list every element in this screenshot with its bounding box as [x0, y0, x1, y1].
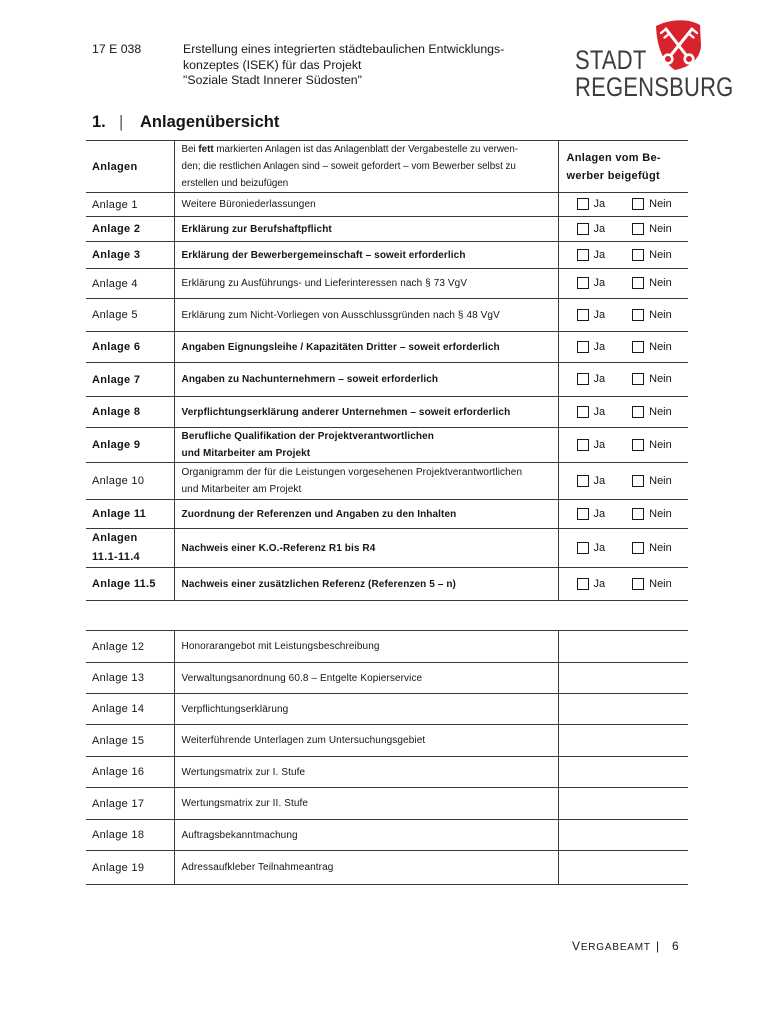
- no-checkbox[interactable]: [632, 341, 644, 353]
- option-yes-label: Ja: [593, 577, 606, 590]
- annex-row: [86, 663, 688, 694]
- annex-table-other: [86, 630, 688, 885]
- annex-label-line: 11.1-11.4: [92, 551, 140, 563]
- header-instructions-line: den; die restlichen Anlagen sind – soweit gefordert – vom Bewerber selbst zu: [181, 161, 516, 172]
- attached-choice: [558, 529, 688, 568]
- project-title-line: Erstellung eines integrierten städtebaulichen Entwicklungs-: [183, 42, 505, 56]
- option-no[interactable]: [632, 373, 672, 385]
- annex-row: [86, 428, 688, 463]
- attached-cell-empty: [558, 725, 688, 757]
- option-no-label: Nein: [649, 405, 672, 418]
- header-instructions: [174, 141, 558, 193]
- logo-wordmark-regensburg: REGENSBURG: [575, 71, 734, 103]
- annex-description: Angaben zu Nachunternehmern – soweit erforderlich: [174, 363, 558, 397]
- annex-description-line: Organigramm der für die Leistungen vorgesehenen Projektverantwortlichen: [181, 467, 523, 478]
- annex-description: Honorarangebot mit Leistungsbeschreibung: [174, 631, 558, 663]
- annex-row: [86, 757, 688, 788]
- option-no[interactable]: [632, 249, 672, 261]
- option-no-label: Nein: [649, 277, 672, 290]
- option-yes[interactable]: [577, 508, 606, 520]
- attached-choice: [558, 428, 688, 463]
- annex-table-with-checkboxes: [86, 140, 688, 601]
- annex-row: [86, 242, 688, 269]
- annex-row: [86, 568, 688, 601]
- attached-cell-empty: [558, 631, 688, 663]
- attached-choice: [558, 332, 688, 363]
- option-yes-label: Ja: [593, 373, 606, 386]
- annex-description: Auftragsbekanntmachung: [174, 820, 558, 851]
- annex-description: Weiterführende Unterlagen zum Untersuchungsgebiet: [174, 725, 558, 757]
- option-no[interactable]: [632, 578, 672, 590]
- annex-description: Nachweis einer K.O.-Referenz R1 bis R4: [174, 529, 558, 568]
- table-header-row: [86, 141, 688, 193]
- project-title-line: "Soziale Stadt Innerer Südosten": [183, 73, 362, 87]
- option-no-label: Nein: [649, 474, 672, 487]
- attached-cell-empty: [558, 663, 688, 694]
- annex-description: Wertungsmatrix zur II. Stufe: [174, 788, 558, 820]
- annex-label: Anlage 17: [86, 788, 174, 820]
- option-no-label: Nein: [649, 541, 672, 554]
- option-no[interactable]: [632, 198, 672, 210]
- annex-row: [86, 332, 688, 363]
- yes-checkbox[interactable]: [577, 542, 589, 554]
- footer-department: VERGABEAMT: [572, 939, 651, 953]
- annex-description: Verpflichtungserklärung anderer Unternehmen – soweit erforderlich: [174, 397, 558, 428]
- logo-wordmark-stadt: STADT: [575, 44, 647, 76]
- annex-row: [86, 363, 688, 397]
- no-checkbox[interactable]: [632, 578, 644, 590]
- annex-label: Anlage 3: [86, 242, 174, 269]
- annex-description: Wertungsmatrix zur I. Stufe: [174, 757, 558, 788]
- yes-checkbox[interactable]: [577, 406, 589, 418]
- annex-label: Anlage 8: [86, 397, 174, 428]
- annex-label: Anlage 14: [86, 694, 174, 725]
- option-yes-label: Ja: [593, 438, 606, 451]
- yes-checkbox[interactable]: [577, 309, 589, 321]
- annex-label: Anlage 5: [86, 299, 174, 332]
- attached-cell-empty: [558, 788, 688, 820]
- attached-choice: [558, 193, 688, 217]
- no-checkbox[interactable]: [632, 373, 644, 385]
- annex-row: [86, 631, 688, 663]
- option-yes-label: Ja: [593, 248, 606, 261]
- no-checkbox[interactable]: [632, 223, 644, 235]
- header-attached-line: werber beigefügt: [566, 169, 660, 182]
- footer-separator: |: [656, 939, 660, 953]
- annex-label: Anlage 2: [86, 217, 174, 242]
- option-yes[interactable]: [577, 198, 606, 210]
- no-checkbox[interactable]: [632, 198, 644, 210]
- annex-label: Anlage 15: [86, 725, 174, 757]
- header-instructions-line: [182, 141, 558, 158]
- annex-label: [86, 529, 174, 568]
- no-checkbox[interactable]: [632, 309, 644, 321]
- annex-description: Verpflichtungserklärung: [174, 694, 558, 725]
- option-no[interactable]: [632, 309, 672, 321]
- attached-choice: [558, 363, 688, 397]
- option-yes[interactable]: [577, 223, 606, 235]
- option-yes[interactable]: [577, 373, 606, 385]
- attached-choice: [558, 269, 688, 299]
- option-no[interactable]: [632, 439, 672, 451]
- instructions-text: markierten Anlagen ist das Anlagenblatt der Vergabestelle zu verwen-: [213, 144, 519, 155]
- attached-cell-empty: [558, 851, 688, 885]
- annex-label: Anlage 12: [86, 631, 174, 663]
- annex-row: [86, 725, 688, 757]
- yes-checkbox[interactable]: [577, 277, 589, 289]
- annex-label: Anlage 11.5: [86, 568, 174, 601]
- annex-description: Nachweis einer zusätzlichen Referenz (Referenzen 5 – n): [174, 568, 558, 601]
- option-no[interactable]: [632, 542, 672, 554]
- no-checkbox[interactable]: [632, 475, 644, 487]
- option-yes-label: Ja: [593, 405, 606, 418]
- annex-description: Angaben Eignungsleihe / Kapazitäten Dritter – soweit erforderlich: [174, 332, 558, 363]
- annex-description: Verwaltungsanordnung 60.8 – Entgelte Kopierservice: [174, 663, 558, 694]
- header-annexes: Anlagen: [86, 141, 174, 193]
- annex-row: [86, 397, 688, 428]
- yes-checkbox[interactable]: [577, 373, 589, 385]
- annex-description: Erklärung der Bewerbergemeinschaft – soweit erforderlich: [174, 242, 558, 269]
- attached-choice: [558, 397, 688, 428]
- option-no-label: Nein: [649, 248, 672, 261]
- annex-label: Anlage 16: [86, 757, 174, 788]
- no-checkbox[interactable]: [632, 406, 644, 418]
- option-no[interactable]: [632, 341, 672, 353]
- annex-description: Erklärung zu Ausführungs- und Lieferinteressen nach § 73 VgV: [174, 269, 558, 299]
- option-yes-label: Ja: [593, 541, 606, 554]
- attached-choice: [558, 500, 688, 529]
- option-yes-label: Ja: [593, 198, 606, 211]
- yes-checkbox[interactable]: [577, 578, 589, 590]
- annex-description: Adressaufkleber Teilnahmeantrag: [174, 851, 558, 885]
- option-no-label: Nein: [649, 222, 672, 235]
- header-attached-by-bidder: [558, 141, 688, 193]
- annex-description: [174, 463, 558, 500]
- annex-row: [86, 269, 688, 299]
- annex-row: [86, 217, 688, 242]
- annex-row: [86, 820, 688, 851]
- option-yes[interactable]: [577, 277, 606, 289]
- annex-description-line: Berufliche Qualifikation der Projektverantwortlichen: [181, 431, 434, 442]
- annex-row: [86, 851, 688, 885]
- header-instructions-line: erstellen und beizufügen: [181, 178, 289, 189]
- section-separator: |: [119, 113, 124, 131]
- no-checkbox[interactable]: [632, 277, 644, 289]
- annex-label: Anlage 18: [86, 820, 174, 851]
- option-yes[interactable]: [577, 249, 606, 261]
- annex-label: Anlage 4: [86, 269, 174, 299]
- option-yes[interactable]: [577, 341, 606, 353]
- header-attached-line: Anlagen vom Be-: [566, 151, 661, 164]
- annex-description-line: und Mitarbeiter am Projekt: [181, 448, 311, 459]
- attached-choice: [558, 242, 688, 269]
- option-no-label: Nein: [649, 507, 672, 520]
- page-number: 6: [672, 939, 679, 953]
- option-yes[interactable]: [577, 406, 606, 418]
- yes-checkbox[interactable]: [577, 198, 589, 210]
- no-checkbox[interactable]: [632, 439, 644, 451]
- option-yes[interactable]: [577, 542, 606, 554]
- annex-description: Weitere Büroniederlassungen: [174, 193, 558, 217]
- attached-cell-empty: [558, 757, 688, 788]
- annex-row: [86, 694, 688, 725]
- annex-description: Erklärung zur Berufshaftpflicht: [174, 217, 558, 242]
- option-yes[interactable]: [577, 309, 606, 321]
- attached-choice: [558, 217, 688, 242]
- option-yes-label: Ja: [593, 277, 606, 290]
- annex-label: Anlage 6: [86, 332, 174, 363]
- attached-choice: [558, 568, 688, 601]
- annex-description-line: und Mitarbeiter am Projekt: [181, 484, 302, 495]
- option-no[interactable]: [632, 508, 672, 520]
- option-yes[interactable]: [577, 439, 606, 451]
- annex-label: Anlage 10: [86, 463, 174, 500]
- option-no[interactable]: [632, 223, 672, 235]
- crossed-keys-coat-of-arms-icon: [650, 16, 706, 72]
- annex-description: Zuordnung der Referenzen und Angaben zu den Inhalten: [174, 500, 558, 529]
- annex-row: [86, 500, 688, 529]
- option-yes[interactable]: [577, 475, 606, 487]
- option-yes-label: Ja: [593, 507, 606, 520]
- bold-keyword: fett: [198, 144, 214, 155]
- annex-label: Anlage 9: [86, 428, 174, 463]
- annex-label: Anlage 11: [86, 500, 174, 529]
- yes-checkbox[interactable]: [577, 508, 589, 520]
- yes-checkbox[interactable]: [577, 439, 589, 451]
- attached-choice: [558, 463, 688, 500]
- option-no[interactable]: [632, 277, 672, 289]
- annex-row: [86, 463, 688, 500]
- option-yes-label: Ja: [593, 474, 606, 487]
- annex-row: [86, 193, 688, 217]
- option-yes-label: Ja: [593, 308, 606, 321]
- option-no[interactable]: [632, 406, 672, 418]
- option-no-label: Nein: [649, 373, 672, 386]
- no-checkbox[interactable]: [632, 249, 644, 261]
- option-no-label: Nein: [649, 577, 672, 590]
- annex-description: Erklärung zum Nicht-Vorliegen von Ausschlussgründen nach § 48 VgV: [174, 299, 558, 332]
- no-checkbox[interactable]: [632, 542, 644, 554]
- project-title: [183, 42, 504, 89]
- annex-label: Anlage 19: [86, 851, 174, 885]
- option-no[interactable]: [632, 475, 672, 487]
- option-no-label: Nein: [649, 198, 672, 211]
- no-checkbox[interactable]: [632, 508, 644, 520]
- annex-row: [86, 529, 688, 568]
- option-yes-label: Ja: [593, 340, 606, 353]
- yes-checkbox[interactable]: [577, 341, 589, 353]
- attached-cell-empty: [558, 820, 688, 851]
- option-yes[interactable]: [577, 578, 606, 590]
- instructions-text: Bei: [181, 144, 199, 155]
- document-number: 17 E 038: [92, 42, 142, 56]
- annex-row: [86, 299, 688, 332]
- option-yes-label: Ja: [593, 222, 606, 235]
- option-no-label: Nein: [649, 308, 672, 321]
- option-no-label: Nein: [649, 438, 672, 451]
- annex-description: [174, 428, 558, 463]
- section-title: Anlagenübersicht: [140, 113, 280, 131]
- annex-label: Anlage 13: [86, 663, 174, 694]
- annex-label: Anlage 1: [86, 193, 174, 217]
- attached-choice: [558, 299, 688, 332]
- annex-label: Anlage 7: [86, 363, 174, 397]
- project-title-line: konzeptes (ISEK) für das Projekt: [183, 57, 362, 72]
- yes-checkbox[interactable]: [577, 475, 589, 487]
- section-heading: [92, 112, 392, 132]
- annex-row: [86, 788, 688, 820]
- page-footer: [560, 938, 690, 954]
- attached-cell-empty: [558, 694, 688, 725]
- yes-checkbox[interactable]: [577, 223, 589, 235]
- yes-checkbox[interactable]: [577, 249, 589, 261]
- option-no-label: Nein: [649, 340, 672, 353]
- annex-label-line: Anlagen: [92, 532, 138, 544]
- section-number: 1.: [92, 113, 106, 131]
